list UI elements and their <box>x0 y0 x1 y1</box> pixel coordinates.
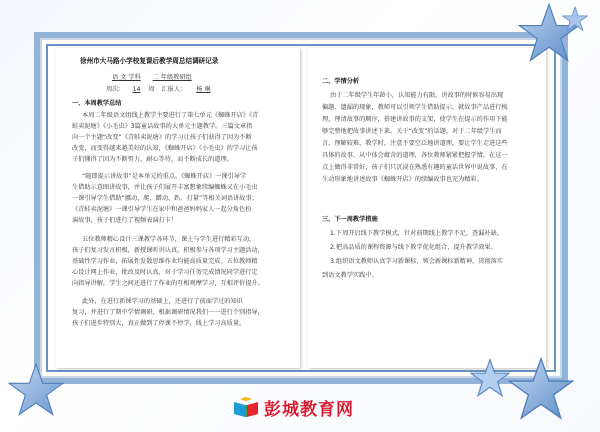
week-line <box>106 84 219 95</box>
week-number: 14 <box>132 86 141 93</box>
subject: 语 文 学科 <box>112 74 141 81</box>
body-line: 向指导讲解，学生之间还进行了作业的互相观摩学习，互相评价提升。 <box>72 280 264 287</box>
body-line: 改变，而变得越来越美好的认知，《蜘蛛开店》《小毛虫》的学习让孩 <box>72 145 258 152</box>
body-line: 到语文教学实践中。 <box>322 272 378 279</box>
star-decoration-small-top <box>562 6 588 32</box>
body-line: 偏题、遗漏的现象，教师可以引领学生借助提示，就故事产品进行梳 <box>322 104 508 111</box>
body-line: 1.下周开启线下教学模式，针对前期线上教学不足，查漏补缺。 <box>330 230 503 237</box>
body-line: 本周二年级语文组线上教学主要进行了第七单元《蜘蛛开店》《青 <box>82 112 259 119</box>
reporter-label: 汇报人： <box>161 86 187 93</box>
logo-text: 彭城教育网 <box>264 400 354 420</box>
section2-heading: 二、学情分析 <box>322 78 360 85</box>
body-line: 言，理解较难，教学时，注意不要空泛地讲道理，要让学生走进这些 <box>322 140 508 147</box>
right-page <box>308 48 546 368</box>
document-frame <box>34 32 568 384</box>
body-line: 具体的故事，从中体会蕴含的道理，各位教师紧紧把握学情，在这一 <box>322 152 508 159</box>
subject-line <box>112 72 192 83</box>
body-line: 一课引导学生借助“挪动、爬、蹭动、趴、打量”等相关词语讲故事； <box>72 195 258 202</box>
doc-title: 徐州市大马路小学校复课后教学周总结调研记录 <box>80 57 219 65</box>
book-logo-icon <box>232 396 260 418</box>
body-line: 点上做得非常好，孩子们只沉浸在熟悉有趣的童话世界中说故事，在 <box>322 164 508 171</box>
body-line: 生动形象地讲述故事《蜘蛛开店》的续编故事也充为精彩。 <box>322 176 483 183</box>
body-line: “随即提示讲故事”是本单元的重点。《蜘蛛开店》一课引导学 <box>82 173 247 180</box>
body-line: 3.组织语文教师认真学习新课标，领会新课标新精神，贯彻落实 <box>330 258 503 265</box>
left-page <box>56 48 300 368</box>
body-line: 生借助示意图讲故事，并让孩子们展开丰富想象续编蜘蛛又在小毛虫 <box>72 184 258 191</box>
body-line: 2.把高品质的课程资源与线下教学优化组合，提升教学效果。 <box>330 244 497 251</box>
star-decoration-bottom-left <box>8 362 64 418</box>
week-suffix: 周 <box>148 86 155 93</box>
body-line: 够完整地把故事讲述下来。关于“改变”的话题，对于二年级学生而 <box>322 128 502 135</box>
body-line: 孩子们进步特别大，真正做到了停课不停学，线上学习高质量。 <box>72 320 246 327</box>
body-line: 蛙卖泥塘》《小毛虫》3篇童话故事的大单元主题教学。三篇文章指 <box>72 123 253 130</box>
body-line: 由于二年级学生年龄小，认知能力有限，讲故事的时候容易出现 <box>330 92 504 99</box>
site-logo[interactable] <box>228 394 368 420</box>
body-line: 基础性学习作业，拓展性发散思维作业均能高质量完成。五位教师精 <box>72 258 258 265</box>
body-line: 此外，在进行新课学习的基础上，还进行了前面学过的知识 <box>82 298 243 305</box>
body-line: 孩子们复习发言积极，新授课听讲认真，积极参与各项学习主题活动， <box>72 247 264 254</box>
body-line: 向一个主题“改变”《青蛙卖泥塘》的学习让孩子们获得了因为不断 <box>72 134 252 141</box>
body-line: 《青蛙卖泥塘》一课引导学生在家中和爸爸妈妈家人一起分角色扮 <box>72 206 252 213</box>
section3-heading: 三、下一周教学措施 <box>322 216 378 223</box>
body-line: 演故事，孩子们进行了视频表演打卡！ <box>72 217 178 224</box>
grade: 二 年级教研组 <box>152 74 192 81</box>
body-line: 子们懂得了因为不断努力，耐心等待，而不断成长的道理。 <box>72 156 233 163</box>
week-prefix: 周次： <box>106 86 125 93</box>
star-decoration-bottom-right <box>508 356 574 422</box>
body-line: 五位教师精心设计三课教学各环节，课上与学生进行精彩互动， <box>82 236 256 243</box>
body-line: 心设计网上作业，批改及时认真，对于学习任务完成情况同学进行定 <box>72 269 258 276</box>
section1-heading: 一、本周教学总结 <box>72 100 122 107</box>
body-line: 理，理清故事的顺序，搭建讲故事的支架，使学生在提示的作用下能 <box>322 116 508 123</box>
reporter-name: 杨 琳 <box>196 86 211 93</box>
body-line: 复习，并进行了期中学情调研，根据调研情况我们一一进行个别指导， <box>72 309 264 316</box>
star-decoration-bottom-right-small <box>470 358 510 398</box>
